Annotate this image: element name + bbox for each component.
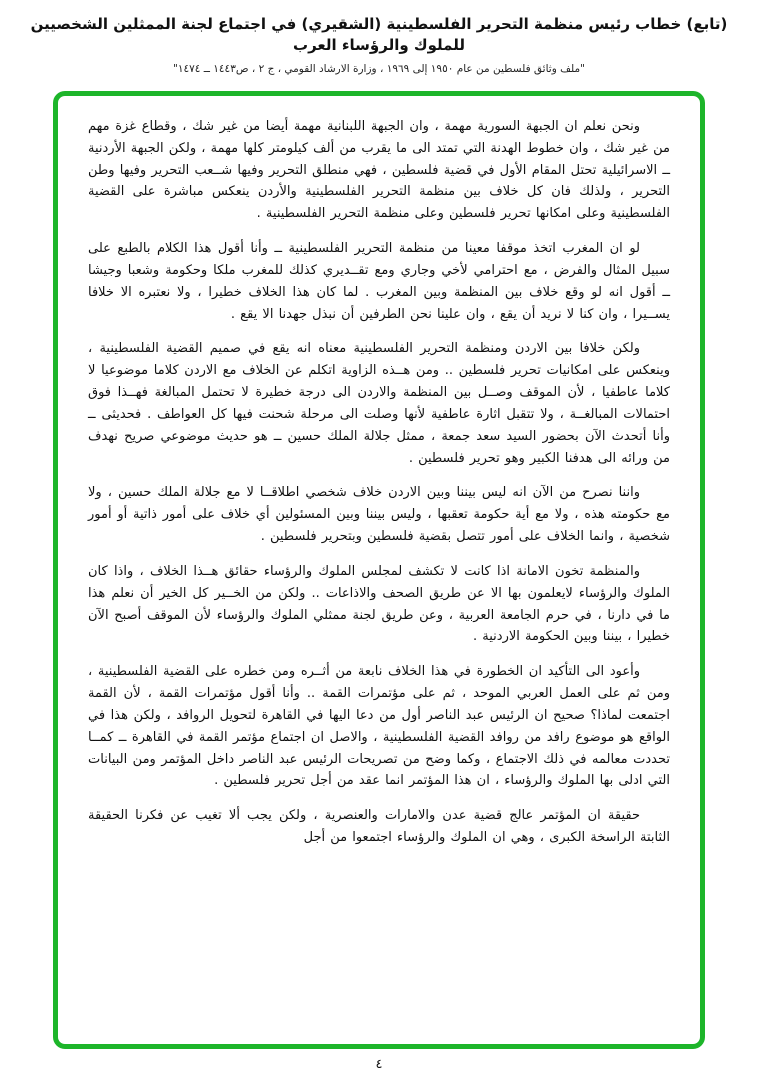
page-number: ٤ bbox=[375, 1057, 383, 1072]
paragraph: لو ان المغرب اتخذ موقفا معينا من منظمة التحرير الفلسطينية ــ وأنا أقول هذا الكلام بالطبع على سبيل المثال والفرض ، مع احترامي لأخي وجاري ومع تقــديري كذلك للمغرب ملكا وحكومة وشعبا وجيشا ــ أقول انه لو وقع خلاف بين المنظمة وبين المغرب . لما كان هذا الخلاف خطيرا ، ولا نعتبره الا خلافا يســيرا ، وان كنا لا نريد أن يقع ، وان علينا نحن الطرفين أن نبذل جهدنا الا يقع . bbox=[88, 241, 670, 322]
document-body bbox=[88, 116, 670, 849]
document-header bbox=[0, 0, 758, 75]
paragraph: والمنظمة تخون الامانة اذا كانت لا تكشف لمجلس الملوك والرؤساء حقائق هــذا الخلاف ، واذا كان الملوك والرؤساء لايعلمون بها الا عن طريق الصحف والاذاعات .. ولكن من الخــير كل الخير أن نعلم هذا ما في دارنا ، في حرم الجامعة العربية ، وعن طريق لجنة ممثلي الملوك والرؤساء لأن الموقف أصبح الآن خطيرا ، بيننا وبين الحكومة الاردنية . bbox=[88, 563, 670, 645]
paragraph: ولكن خلافا بين الاردن ومنظمة التحرير الفلسطينية معناه انه يقع في صميم القضية الفلسطينية ، وينعكس على امكانيات تحرير فلسطين .. ومن هــذه الزاوية اتكلم عن الخلاف مع الاردن كلاما موضوعيا لا كلاما عاطفيا ، لأن الموقف وصــل بين المنظمة والاردن الى درجة خطيرة لا تحتمل المبالغة فهــذا فوق احتمالات المبالغــة ، ولا تتقبل اثارة عاطفية لأنها وصلت الى مرحلة شحنت فيها كل العواطف . فحديثى ــ وأنا أتحدث الآن بحضور السيد سعد جمعة ، ممثل جلالة الملك حسين ــ هو حديث موضوعي صريح نهدف من ورائه الى هدفنا الكبير وهو تحرير فلسطين . bbox=[88, 341, 670, 466]
paragraph: حقيقة ان المؤتمر عالج قضية عدن والامارات والعنصرية ، ولكن يجب ألا تغيب عن فكرنا الحقيقة الثابتة الراسخة الكبرى ، وهي ان الملوك والرؤساء اجتمعوا من أجل bbox=[88, 808, 670, 846]
paragraph: وأعود الى التأكيد ان الخطورة في هذا الخلاف نابعة من أثــره ومن خطره على القضية الفلسطينية ، ومن ثم على العمل العربي الموحد ، ثم على مؤتمرات القمة .. وأنا أقول مؤتمرات القمة ، لأن القمة اجتمعت لماذا؟ صحيح ان الرئيس عبد الناصر أول من دعا اليها في القاهرة لتحويل الروافد ، ولكن هذا في الواقع هو موضوع رافد من روافد القضية الفلسطينية ، والاصل ان اجتماع مؤتمر القمة في القاهرة ــ كمــا تحددت معالمه في ذلك الاجتماع ، وكما وضح من تصريحات الرئيس عبد الناصر داخل المؤتمر ومن البيانات التي ادلى بها الملوك والرؤساء ، ان هذا المؤتمر انما عقد من أجل تحرير فلسطين . bbox=[88, 664, 670, 789]
green-text-frame bbox=[53, 91, 705, 1049]
paragraph: ونحن نعلم ان الجبهة السورية مهمة ، وان الجبهة اللبنانية مهمة أيضا من غير شك ، وقطاع غزة مهم من غير شك ، وان خطوط الهدنة التي تمتد الى ما يقرب من ألف كيلومتر كلها مهمة ، ولكن الجبهة الأردنية ــ الاسرائيلية تحتل المقام الأول في قضية فلسطين ، فهي منطلق التحرير وفيها شــعب التحرير وفيها وطن التحرير ، ولذلك فان كل خلاف بين منظمة التحرير الفلسطينية والأردن ينعكس مباشرة على القضية الفلسطينية وعلى امكانها تحرير فلسطين وعلى منظمة التحرير الفلسطينية . bbox=[88, 119, 670, 222]
paragraph: واننا نصرح من الآن انه ليس بيننا وبين الاردن خلاف شخصي اطلاقــا لا مع جلالة الملك حسين ، ولا مع حكومته هذه ، ولا مع أية حكومة تعقبها ، وليس بيننا وبين المسئولين أي خلاف على أمور ذاتية أو أمور شخصية ، وانما الخلاف على أمور تتصل بقضية فلسطين وبتحرير فلسطين . bbox=[88, 485, 670, 545]
document-source-line: "ملف وثائق فلسطين من عام ١٩٥٠ إلى ١٩٦٩ ، وزارة الارشاد القومي ، ج ٢ ، ص١٤٤٣ ــ ١٤٧٤" bbox=[173, 63, 585, 75]
document-title: (تابع) خطاب رئيس منظمة التحرير الفلسطينية (الشقيري) في اجتماع لجنة الممثلين الشخصيين للملوك والرؤساء العرب bbox=[30, 15, 728, 54]
